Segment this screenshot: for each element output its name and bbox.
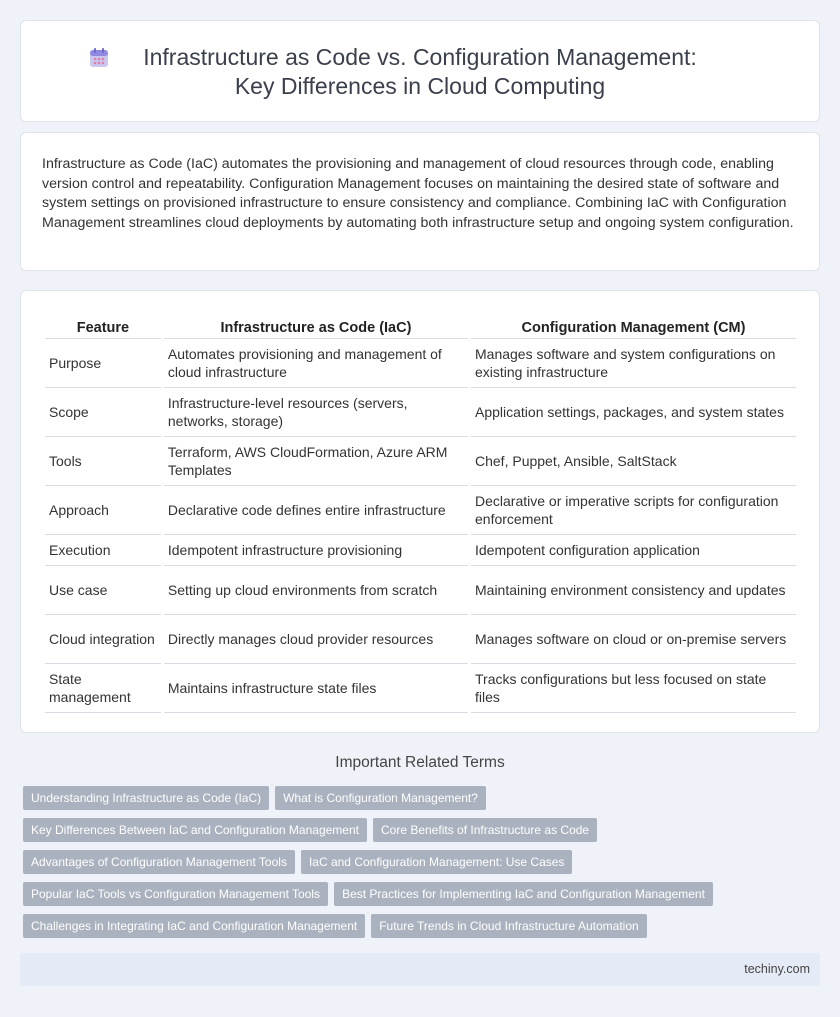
table-row xyxy=(45,664,796,713)
row-feature: Scope xyxy=(45,388,161,437)
row-cm: Manages software and system configurations on existing infrastructure xyxy=(471,339,796,388)
row-cm: Chef, Puppet, Ansible, SaltStack xyxy=(471,437,796,486)
related-term-tag[interactable]: Best Practices for Implementing IaC and Configuration Management xyxy=(334,882,713,906)
row-iac: Idempotent infrastructure provisioning xyxy=(164,535,468,566)
header-cm: Configuration Management (CM) xyxy=(471,315,796,339)
row-cm: Tracks configurations but less focused on state files xyxy=(471,664,796,713)
table-row xyxy=(45,437,796,486)
comparison-table xyxy=(42,315,799,713)
comparison-table-card xyxy=(20,290,820,733)
row-cm: Declarative or imperative scripts for configuration enforcement xyxy=(471,486,796,535)
row-cm: Application settings, packages, and system states xyxy=(471,388,796,437)
row-cm: Idempotent configuration application xyxy=(471,535,796,566)
related-term-tag[interactable]: Understanding Infrastructure as Code (IaC) xyxy=(23,786,269,810)
table-row xyxy=(45,566,796,615)
related-term-tag[interactable]: Future Trends in Cloud Infrastructure Automation xyxy=(371,914,646,938)
related-term-tag[interactable]: Core Benefits of Infrastructure as Code xyxy=(373,818,597,842)
row-feature: Use case xyxy=(45,566,161,615)
row-feature: Cloud integration xyxy=(45,615,161,664)
row-cm: Manages software on cloud or on-premise servers xyxy=(471,615,796,664)
related-term-tag[interactable]: IaC and Configuration Management: Use Cases xyxy=(301,850,572,874)
row-iac: Setting up cloud environments from scratch xyxy=(164,566,468,615)
footer xyxy=(20,953,820,986)
row-iac: Maintains infrastructure state files xyxy=(164,664,468,713)
related-term-tag[interactable]: Challenges in Integrating IaC and Configuration Management xyxy=(23,914,365,938)
table-row xyxy=(45,615,796,664)
intro-paragraph: Infrastructure as Code (IaC) automates the provisioning and management of cloud resources through code, enabling version control and repeatability. Configuration Management focuses on maintaining the desired state of software and system settings on provisioned infrastructure to ensure consistency and compliance. Combining IaC with Configuration Management streamlines cloud deployments by automating both infrastructure setup and ongoing system configuration. xyxy=(42,156,794,231)
row-feature: Purpose xyxy=(45,339,161,388)
title-card xyxy=(20,20,820,122)
row-feature: State management xyxy=(45,664,161,713)
table-header-row xyxy=(45,315,796,339)
row-iac: Directly manages cloud provider resources xyxy=(164,615,468,664)
row-iac: Terraform, AWS CloudFormation, Azure ARM Templates xyxy=(164,437,468,486)
table-row xyxy=(45,535,796,566)
row-iac: Infrastructure-level resources (servers, networks, storage) xyxy=(164,388,468,437)
related-term-tag[interactable]: What is Configuration Management? xyxy=(275,786,486,810)
related-term-tag[interactable]: Key Differences Between IaC and Configuration Management xyxy=(23,818,367,842)
related-terms-list xyxy=(23,786,813,946)
table-row xyxy=(45,339,796,388)
row-iac: Automates provisioning and management of cloud infrastructure xyxy=(164,339,468,388)
header-feature: Feature xyxy=(45,315,161,339)
header-iac: Infrastructure as Code (IaC) xyxy=(164,315,468,339)
related-term-tag[interactable]: Popular IaC Tools vs Configuration Management Tools xyxy=(23,882,328,906)
footer-site-link[interactable]: techiny.com xyxy=(744,962,810,976)
row-feature: Execution xyxy=(45,535,161,566)
page-title: Infrastructure as Code vs. Configuration Management: Key Differences in Cloud Computing xyxy=(143,44,697,99)
intro-card xyxy=(20,132,820,271)
row-feature: Tools xyxy=(45,437,161,486)
table-row xyxy=(45,388,796,437)
row-feature: Approach xyxy=(45,486,161,535)
table-row xyxy=(45,486,796,535)
related-term-tag[interactable]: Advantages of Configuration Management Tools xyxy=(23,850,295,874)
row-cm: Maintaining environment consistency and updates xyxy=(471,566,796,615)
row-iac: Declarative code defines entire infrastructure xyxy=(164,486,468,535)
related-terms-heading: Important Related Terms xyxy=(335,754,505,771)
